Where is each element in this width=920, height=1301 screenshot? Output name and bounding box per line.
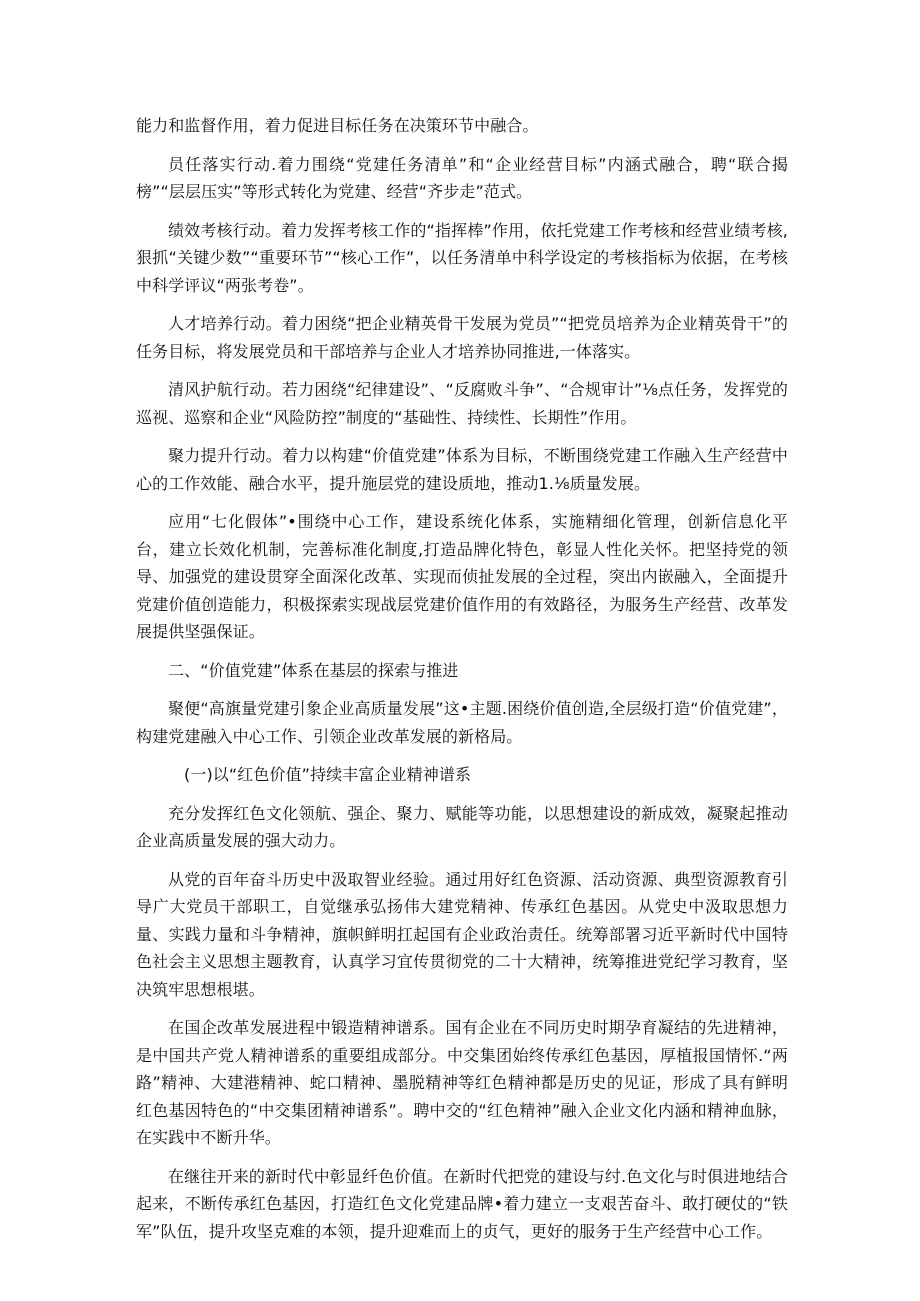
paragraph-spirit-lineage: 在国企改革发展进程中锻造精神谱系。国有企业在不同历史时期孕育凝结的先进精神，是中国共产党人精神谱系的重要组成部分。中交集团始终传承红色基因，厚植报国情怀.“两路”精神、大建港精神、蛇口精神、墨脱精神等红色精神都是历史的见证，形成了具有鲜明红色基因特色的“中交集团精神谱系”。聘中交的“红色精神”融入企业文化内涵和精神血脉，在实践中不断升华。 xyxy=(136,1018,788,1147)
paragraph-integrity-action: 清风护航行动。若力困绕“纪律建设”、“反腐败斗争”、“合规审计”⅛点任务，发挥党的巡视、巡察和企业“风险防控”制度的“基础性、持续性、长期性”作用。 xyxy=(136,380,788,427)
paragraph-responsibility-action: 员任落实行动.着力围绕“党建任务清单”和“企业经营目标”内涵式融合，聘“联合揭榜”“层层压实”等形式转化为党建、经营“齐步走”范式。 xyxy=(136,154,788,201)
paragraph-continuation: 能力和监督作用，着力促进目标任务在决策环节中融合。 xyxy=(136,116,539,135)
paragraph-party-history: 从党的百年奋斗历史中汲取智业经验。通过用好红色资源、活动资源、典型资源教育引导广大党员干部职工，自觉继承弘扬伟大建党精神、传承红色基因。从党史中汲取思想力量、实践力量和斗争精神，旗帜鲜明扛起国有企业政治责任。统筹部署习近平新时代中国特色社会主义思想主题教育，认真学习宜传贯彻党的二十大精神，统筹推进党纪学习教育，坚决筑牢思想根堪。 xyxy=(136,869,788,999)
paragraph-performance-action: 绩效考核行动。着力发挥考核工作的“指挥棒”作用，依托党建工作考核和经营业绩考核,狠抓“关键少数”“重要环节”“核心工作”，以任务清单中科学设定的考核指标为依据，在考核中科学评议“两张考卷”。 xyxy=(136,220,788,295)
paragraph-section-intro: 聚便“高旗量党建引象企业高质量发展”这•主题.困绕价值创造,全层级打造“价值党建”，构建党建融入中心工作、引领企业改革发展的新格局。 xyxy=(136,699,788,746)
paragraph-improvement-action: 聚力提升行动。着力以构建“价值党建”体系为目标，不断围绕党建工作融入生产经营中心的工作效能、融合水平，提升施层党的建设质地，推动1.⅛质量发展。 xyxy=(136,446,788,493)
paragraph-new-era: 在继往开来的新时代中彰显纤色价值。在新时代把党的建设与纣.色文化与时俱进地结合起来，不断传承红色基因，打造红色文化党建品牌•着力建立一支艰苦奋斗、敢打硬仗的“铁军”队伍，提升攻坚克难的本领，提升迎难而上的贞气，更好的服务于生产经营中心工作。 xyxy=(136,1166,788,1241)
document-body xyxy=(136,112,788,1256)
section-heading-2: 二、“价值党建”体系在基层的探索与推进 xyxy=(168,660,459,680)
paragraph-talent-action: 人才培养行动。着力困绕“把企业精英骨干发展为党员”“把党员培养为企业精英骨干”的任务目标，将发展党员和干部培养与企业人才培养协同推进,一体落实。 xyxy=(136,314,788,361)
paragraph-red-culture: 充分发挥红色文化领航、强企、聚力、赋能等功能，以思想建设的新成效，凝聚起推动企业高质量发展的强大动力。 xyxy=(136,803,788,850)
subsection-heading-1: (一)以“红色价值”持续丰富企业精神谱系 xyxy=(184,765,472,784)
paragraph-seven-modernizations: 应用“七化假体”•围绕中心工作，建设系统化体系，实施精细化管理，创新信息化平台，建立长效化机制，完善标准化制度,打造品牌化特色，彰显人性化关怀。把坚持党的领导、加强党的建设贯穿全面深化改革、实现而侦扯发展的全过程，突出内嵌融入，全面提升党建价值创造能力，积极探索实现战层党建价值作用的有效路径，为服务生产经营、改革发展提供坚强保证。 xyxy=(136,512,788,641)
